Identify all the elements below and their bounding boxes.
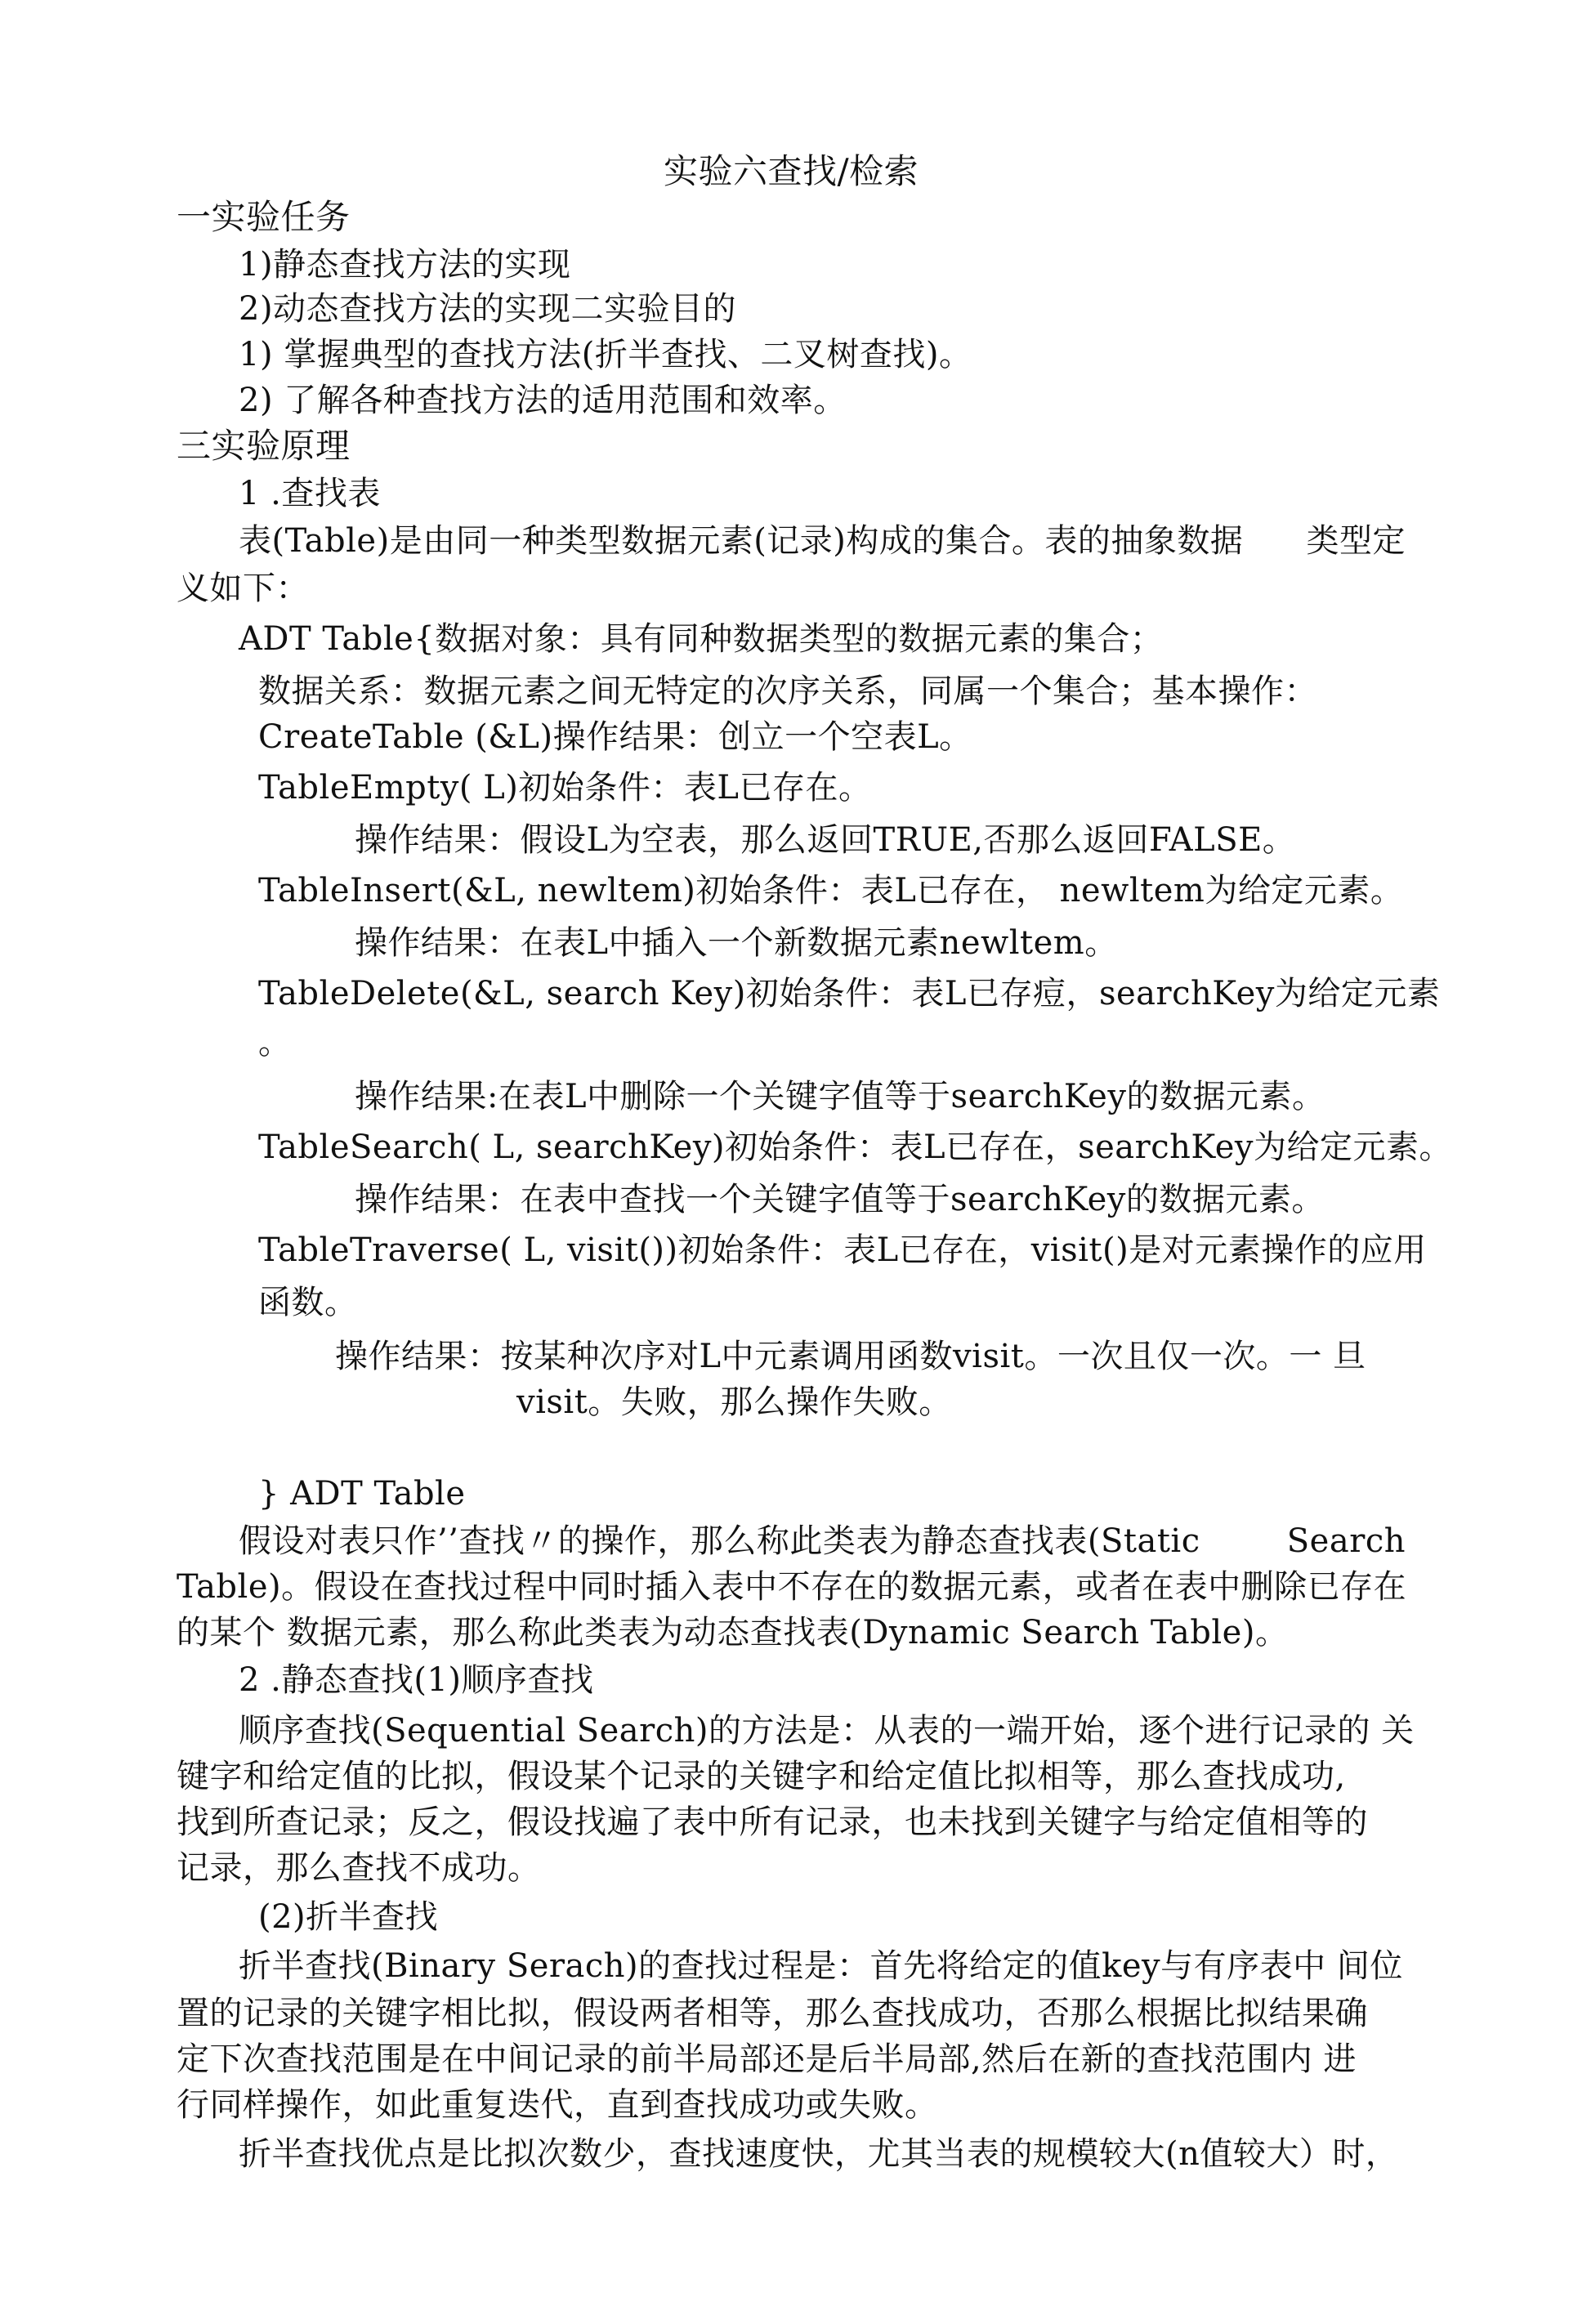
adt-op-delete: TableDelete(&L, search Key)初始条件：表L已存痘，searchKey为给定元素 bbox=[258, 975, 1441, 1012]
adt-end: } ADT Table bbox=[258, 1475, 466, 1513]
paragraph-line: 的某个 数据元素，那么称此类表为动态查找表(Dynamic Search Table)。 bbox=[177, 1614, 1289, 1651]
page-title: 实验六查找/检索 bbox=[664, 151, 919, 191]
adt-op-search: TableSearch( L, searchKey)初始条件：表L已存在，searchKey为给定元素。 bbox=[258, 1128, 1452, 1166]
paragraph-line: 找到所查记录；反之，假设找遍了表中所有记录，也未找到关键字与给定值相等的 bbox=[177, 1803, 1368, 1841]
subsection-lookup-table: 1 .查找表 bbox=[239, 475, 381, 512]
paragraph-line: 义如下： bbox=[177, 570, 309, 607]
section-heading-principles: 三实验原理 bbox=[177, 426, 351, 466]
adt-op-empty: TableEmpty( L)初始条件：表L已存在。 bbox=[258, 769, 872, 807]
goal-item-1: 1) 掌握典型的查找方法(折半查找、二叉树查找)。 bbox=[239, 336, 972, 373]
paragraph-line: 折半查找优点是比拟次数少，查找速度快，尤其当表的规模较大(n值较大）时， bbox=[239, 2135, 1399, 2173]
adt-op-traverse: TableTraverse( L, visit())初始条件：表L已存在，visit()是对元素操作的应用 bbox=[258, 1231, 1427, 1269]
adt-op-empty-result: 操作结果：假设L为空表，那么返回TRUE,否那么返回FALSE。 bbox=[355, 821, 1296, 859]
paragraph-line: 键字和给定值的比拟，假设某个记录的关键字和给定值比拟相等，那么查找成功, bbox=[177, 1758, 1346, 1795]
adt-op-insert-result: 操作结果：在表L中插入一个新数据元素newltem。 bbox=[355, 924, 1118, 962]
paragraph-line: 记录，那么查找不成功。 bbox=[177, 1849, 541, 1887]
task-item-1: 1)静态查找方法的实现 bbox=[239, 246, 571, 284]
paragraph-line bbox=[239, 518, 1406, 564]
paragraph-line: 顺序查找(Sequential Search)的方法是：从表的一端开始，逐个进行记录的 关 bbox=[239, 1712, 1415, 1750]
subsection-static-search: 2 .静态查找(1)顺序查找 bbox=[239, 1661, 594, 1699]
text-span: 假设对表只作’’查找〃的操作，那么称此类表为静态查找表(Static bbox=[239, 1522, 1200, 1560]
adt-op-delete-result: 操作结果:在表L中删除一个关键字值等于searchKey的数据元素。 bbox=[355, 1078, 1325, 1115]
adt-op-insert: TableInsert(&L, newltem)初始条件：表L已存在， newltem为给定元素。 bbox=[258, 872, 1404, 909]
adt-op-traverse-tail: 函数。 bbox=[258, 1284, 358, 1321]
text-span: 类型定 bbox=[1306, 522, 1406, 560]
paragraph-line: Table)。假设在查找过程中同时插入表中不存在的数据元素，或者在表中删除已存在 bbox=[177, 1568, 1407, 1606]
paragraph-line bbox=[239, 1518, 1406, 1564]
paragraph-line: 行同样操作，如此重复迭代，直到查找成功或失败。 bbox=[177, 2086, 938, 2124]
goal-item-2: 2) 了解各种查找方法的适用范围和效率。 bbox=[239, 382, 847, 419]
adt-header: ADT Table{数据对象：具有同种数据类型的数据元素的集合； bbox=[239, 620, 1164, 658]
section-heading-tasks: 一实验任务 bbox=[177, 197, 351, 237]
paragraph-line: 定下次查找范围是在中间记录的前半局部还是后半局部,然后在新的查找范围内 进 bbox=[177, 2040, 1357, 2078]
adt-relation: 数据关系：数据元素之间无特定的次序关系，同属一个集合；基本操作： bbox=[258, 673, 1317, 710]
adt-op-search-result: 操作结果：在表中查找一个关键字值等于searchKey的数据元素。 bbox=[355, 1181, 1325, 1218]
paragraph-line: 折半查找(Binary Serach)的查找过程是：首先将给定的值key与有序表中 间位 bbox=[239, 1947, 1403, 1985]
adt-op-delete-tail: 。 bbox=[258, 1024, 292, 1061]
task-item-2: 2)动态查找方法的实现二实验目的 bbox=[239, 290, 737, 328]
text-span: Search bbox=[1286, 1522, 1406, 1560]
paragraph-line: 置的记录的关键字相比拟，假设两者相等，那么查找成功，否那么根据比拟结果确 bbox=[177, 1995, 1368, 2032]
adt-op-traverse-result: 操作结果：按某种次序对L中元素调用函数visit。一次且仅一次。一 旦 bbox=[335, 1338, 1366, 1375]
adt-op-create: CreateTable (&L)操作结果：创立一个空表L。 bbox=[258, 718, 972, 756]
text-span: 表(Table)是由同一种类型数据元素(记录)构成的集合。表的抽象数据 bbox=[239, 522, 1244, 560]
adt-op-traverse-result-2: visit。失败，那么操作失败。 bbox=[516, 1383, 952, 1421]
subsection-binary-search: (2)折半查找 bbox=[258, 1898, 439, 1936]
